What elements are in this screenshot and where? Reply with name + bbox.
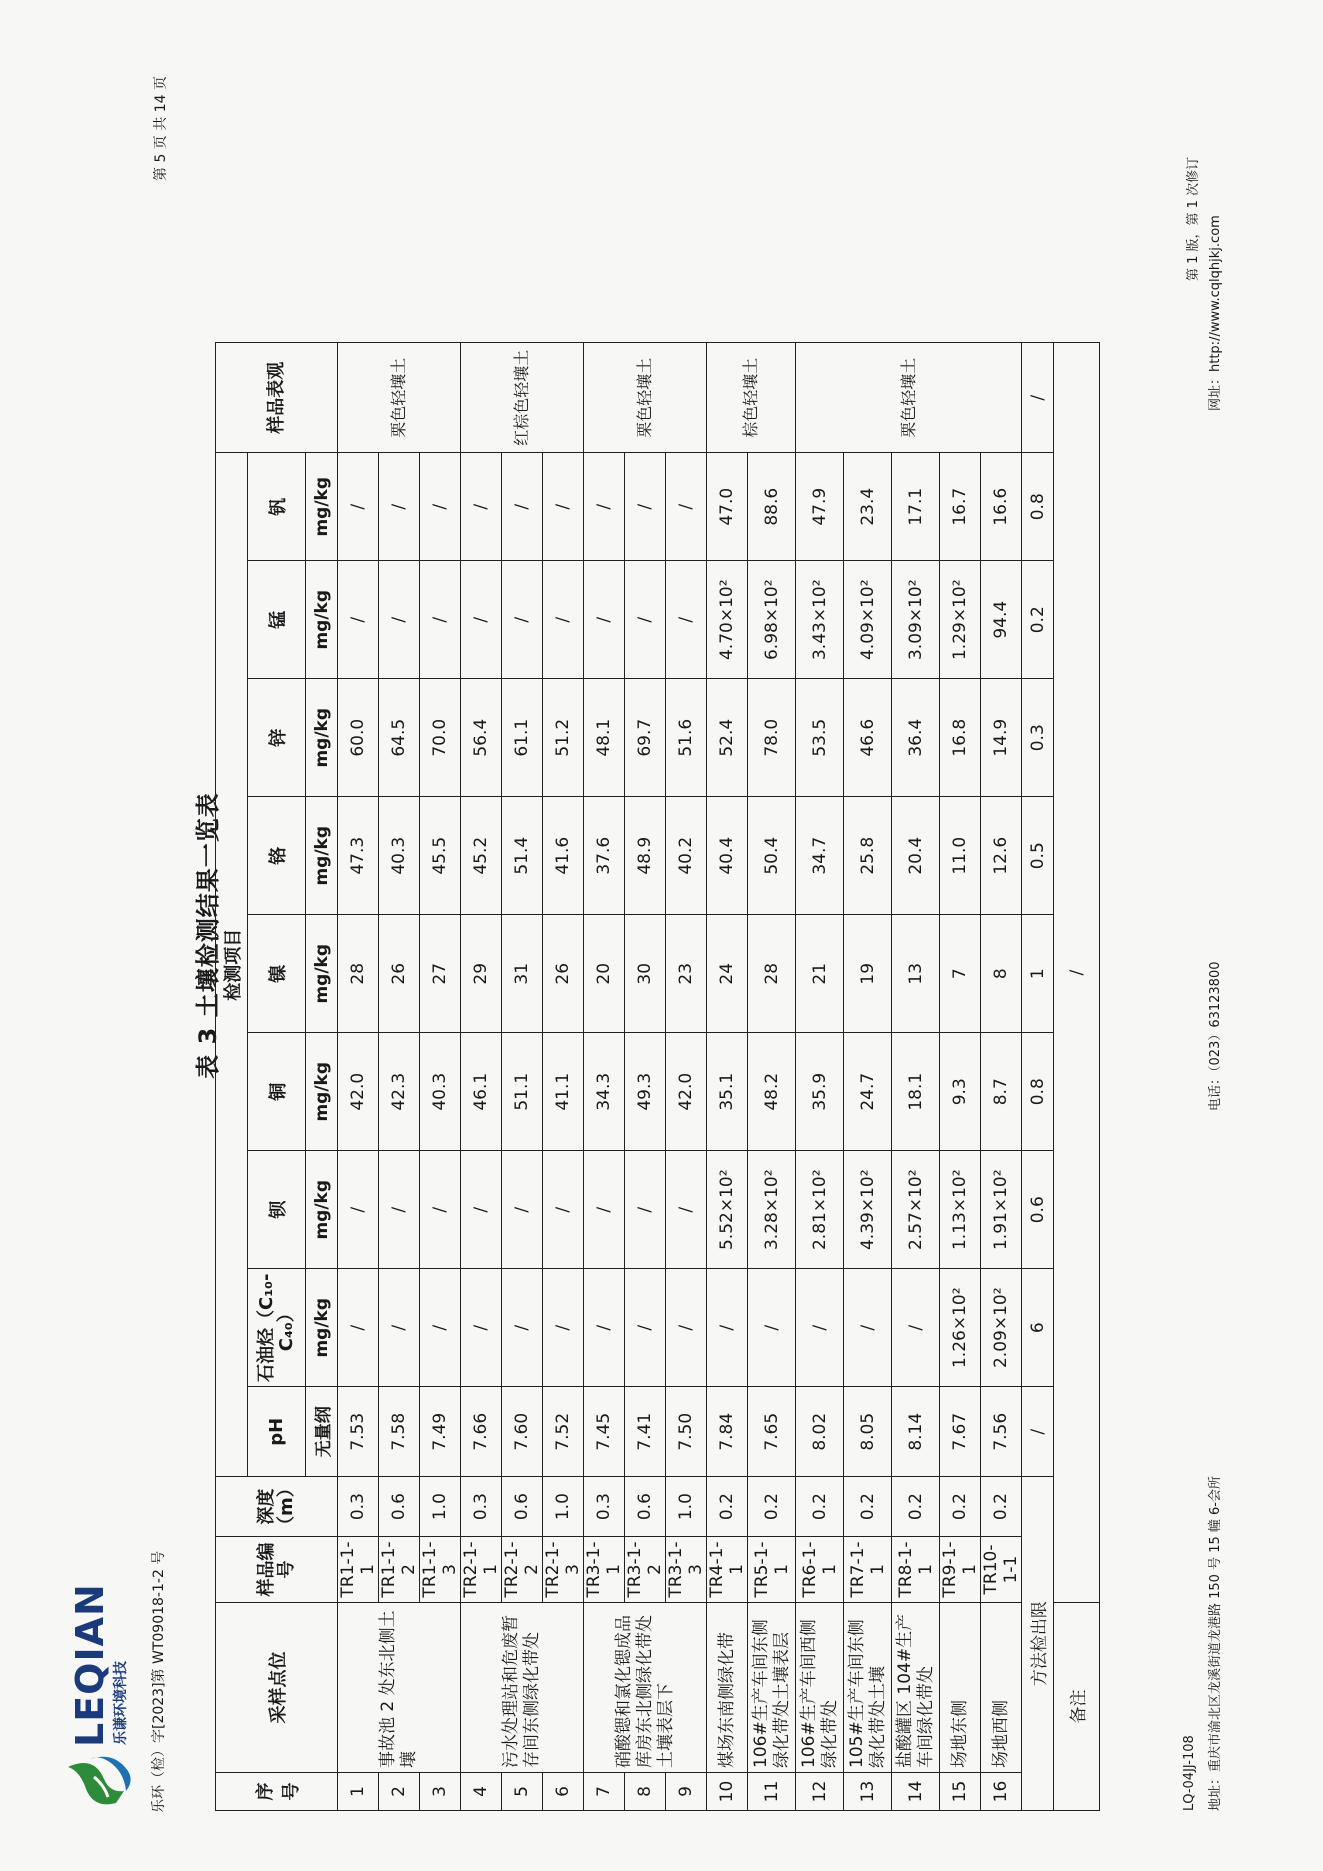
value-cr: 41.6 — [543, 797, 584, 915]
limit-appearance: / — [1022, 343, 1054, 453]
location-cell: 硝酸锶和氯化锶成品库房东北侧绿化带处土壤表层下 — [584, 1603, 707, 1773]
value-cr: 20.4 — [892, 797, 940, 915]
value-cr: 37.6 — [584, 797, 625, 915]
value-cr: 25.8 — [844, 797, 892, 915]
value-ph: 7.45 — [584, 1387, 625, 1477]
depth-value: 0.3 — [584, 1477, 625, 1537]
value-tph: / — [379, 1269, 420, 1387]
param-ph: pH — [248, 1387, 306, 1477]
value-zn: 16.8 — [940, 679, 981, 797]
unit-ph: 无量纲 — [306, 1387, 338, 1477]
row-seq: 1 — [338, 1773, 379, 1811]
value-ph: 7.53 — [338, 1387, 379, 1477]
location-cell: 106#生产车间西侧绿化带处 — [796, 1603, 844, 1773]
location-cell: 事故池 2 处东北侧土壤 — [338, 1603, 461, 1773]
value-cu: 8.7 — [981, 1033, 1022, 1151]
value-v: 47.0 — [707, 453, 748, 561]
row-seq: 10 — [707, 1773, 748, 1811]
unit-cr: mg/kg — [306, 797, 338, 915]
footer-website: 网址：http://www.cqlqhjkj.com — [1208, 215, 1223, 411]
sample-no: TR8-1-1 — [892, 1537, 940, 1603]
table-row — [796, 343, 844, 1811]
row-seq: 6 — [543, 1773, 584, 1811]
value-v: / — [543, 453, 584, 561]
value-cu: 24.7 — [844, 1033, 892, 1151]
value-tph: / — [707, 1269, 748, 1387]
value-tph: / — [584, 1269, 625, 1387]
value-ph: 7.66 — [461, 1387, 502, 1477]
depth-value: 0.2 — [707, 1477, 748, 1537]
location-cell: 场地西侧 — [981, 1603, 1022, 1773]
value-cu: 35.1 — [707, 1033, 748, 1151]
sample-no: TR1-1-2 — [379, 1537, 420, 1603]
value-ni: 8 — [981, 915, 1022, 1033]
row-seq: 5 — [502, 1773, 543, 1811]
sample-no: TR9-1-1 — [940, 1537, 981, 1603]
table-row — [981, 343, 1022, 1811]
limit-ba: 0.6 — [1022, 1151, 1054, 1269]
depth-value: 1.0 — [666, 1477, 707, 1537]
limit-v: 0.8 — [1022, 453, 1054, 561]
value-zn: 14.9 — [981, 679, 1022, 797]
value-mn: / — [338, 561, 379, 679]
row-seq: 8 — [625, 1773, 666, 1811]
sample-no: TR5-1-1 — [748, 1537, 796, 1603]
location-cell: 106#生产车间东侧绿化带处土壤表层 — [748, 1603, 796, 1773]
depth-value: 0.2 — [844, 1477, 892, 1537]
value-zn: 61.1 — [502, 679, 543, 797]
value-ph: 8.05 — [844, 1387, 892, 1477]
detection-limit-label: 方法检出限 — [1022, 1477, 1054, 1811]
footer-tel: 电话：（023）63123800 — [1208, 961, 1223, 1111]
remarks-label: 备注 — [1054, 1603, 1100, 1811]
sample-no: TR1-1-3 — [420, 1537, 461, 1603]
value-v: 17.1 — [892, 453, 940, 561]
table-row — [502, 343, 543, 1811]
detection-limit-row — [1022, 343, 1054, 1811]
value-tph: / — [625, 1269, 666, 1387]
value-ba: / — [625, 1151, 666, 1269]
appearance-cell: 棕色轻壤土 — [707, 343, 796, 453]
location-cell: 105#生产车间东侧绿化带处土壤 — [844, 1603, 892, 1773]
row-seq: 4 — [461, 1773, 502, 1811]
depth-value: 0.6 — [502, 1477, 543, 1537]
value-cu: 48.2 — [748, 1033, 796, 1151]
value-ni: 19 — [844, 915, 892, 1033]
value-cu: 18.1 — [892, 1033, 940, 1151]
value-v: / — [584, 453, 625, 561]
unit-ni: mg/kg — [306, 915, 338, 1033]
table-title: 表 3 土壤检测结果一览表 — [194, 792, 222, 1079]
value-ba: / — [666, 1151, 707, 1269]
table-row — [461, 343, 502, 1811]
table-row — [892, 343, 940, 1811]
param-mn: 锰 — [248, 561, 306, 679]
unit-cu: mg/kg — [306, 1033, 338, 1151]
table-row — [625, 343, 666, 1811]
value-cu: 42.0 — [666, 1033, 707, 1151]
footer-version: 第 1 版，第 1 次修订 — [1186, 156, 1201, 281]
value-ph: 7.41 — [625, 1387, 666, 1477]
table-row — [338, 343, 379, 1811]
value-zn: 48.1 — [584, 679, 625, 797]
value-ba: / — [584, 1151, 625, 1269]
logo-brand-cn: 乐谦环境科技 — [113, 1661, 129, 1745]
value-ph: 7.84 — [707, 1387, 748, 1477]
table-row — [543, 343, 584, 1811]
table-row — [420, 343, 461, 1811]
depth-value: 0.2 — [981, 1477, 1022, 1537]
param-ni: 镍 — [248, 915, 306, 1033]
depth-value: 0.2 — [748, 1477, 796, 1537]
value-mn: / — [502, 561, 543, 679]
depth-value: 0.3 — [461, 1477, 502, 1537]
value-zn: 64.5 — [379, 679, 420, 797]
value-ba: / — [420, 1151, 461, 1269]
location-cell: 盐酸罐区 104#生产车间绿化带处 — [892, 1603, 940, 1773]
value-tph: / — [666, 1269, 707, 1387]
value-tph: / — [543, 1269, 584, 1387]
value-mn: 3.43×10² — [796, 561, 844, 679]
value-ph: 7.65 — [748, 1387, 796, 1477]
value-cr: 11.0 — [940, 797, 981, 915]
value-ni: 28 — [338, 915, 379, 1033]
value-zn: 78.0 — [748, 679, 796, 797]
value-tph: 1.26×10² — [940, 1269, 981, 1387]
value-cu: 34.3 — [584, 1033, 625, 1151]
value-cr: 40.3 — [379, 797, 420, 915]
appearance-cell: 栗色轻壤土 — [584, 343, 707, 453]
value-v: 16.7 — [940, 453, 981, 561]
row-seq: 2 — [379, 1773, 420, 1811]
value-v: / — [379, 453, 420, 561]
value-ph: 7.56 — [981, 1387, 1022, 1477]
value-cr: 40.2 — [666, 797, 707, 915]
limit-cu: 0.8 — [1022, 1033, 1054, 1151]
value-cr: 50.4 — [748, 797, 796, 915]
remarks-row — [1054, 343, 1100, 1811]
value-zn: 53.5 — [796, 679, 844, 797]
table-row — [940, 343, 981, 1811]
limit-mn: 0.2 — [1022, 561, 1054, 679]
logo-brand-text: LEQIAN — [68, 1583, 112, 1747]
footer-address: 地址：重庆市渝北区龙溪街道龙港路 150 号 15 幢 6-会所 — [1208, 1476, 1223, 1811]
sample-no: TR2-1-3 — [543, 1537, 584, 1603]
sample-no: TR4-1-1 — [707, 1537, 748, 1603]
sample-no: TR6-1-1 — [796, 1537, 844, 1603]
value-cu: 49.3 — [625, 1033, 666, 1151]
unit-mn: mg/kg — [306, 561, 338, 679]
value-ni: 7 — [940, 915, 981, 1033]
value-ba: 5.52×10² — [707, 1151, 748, 1269]
value-ba: 4.39×10² — [844, 1151, 892, 1269]
value-ni: 13 — [892, 915, 940, 1033]
value-ni: 24 — [707, 915, 748, 1033]
header-seq: 序号 — [216, 1773, 338, 1811]
appearance-cell: 红棕色轻壤土 — [461, 343, 584, 453]
value-cu: 51.1 — [502, 1033, 543, 1151]
header-depth: 深度（m） — [216, 1477, 338, 1537]
sample-no: TR1-1-1 — [338, 1537, 379, 1603]
value-ni: 28 — [748, 915, 796, 1033]
value-zn: 70.0 — [420, 679, 461, 797]
value-v: 23.4 — [844, 453, 892, 561]
value-ni: 31 — [502, 915, 543, 1033]
row-seq: 7 — [584, 1773, 625, 1811]
value-tph: / — [461, 1269, 502, 1387]
value-mn: 94.4 — [981, 561, 1022, 679]
sample-no: TR3-1-2 — [625, 1537, 666, 1603]
value-tph: / — [502, 1269, 543, 1387]
sample-no: TR3-1-1 — [584, 1537, 625, 1603]
report-number: 乐环（检）字[2023]第 WT09018-1-2 号 — [151, 1550, 167, 1813]
limit-ni: 1 — [1022, 915, 1054, 1033]
value-cr: 34.7 — [796, 797, 844, 915]
value-ph: 7.50 — [666, 1387, 707, 1477]
page-info: 第 5 页 共 14 页 — [153, 76, 169, 181]
location-cell: 污水处理站和危废暂存间东侧绿化带处 — [461, 1603, 584, 1773]
value-ph: 7.52 — [543, 1387, 584, 1477]
value-tph: / — [338, 1269, 379, 1387]
depth-value: 0.2 — [940, 1477, 981, 1537]
value-ni: 26 — [543, 915, 584, 1033]
depth-value: 0.6 — [379, 1477, 420, 1537]
value-ph: 7.49 — [420, 1387, 461, 1477]
value-ba: 2.57×10² — [892, 1151, 940, 1269]
sample-no: TR7-1-1 — [844, 1537, 892, 1603]
value-v: 47.9 — [796, 453, 844, 561]
value-v: / — [461, 453, 502, 561]
value-ni: 30 — [625, 915, 666, 1033]
unit-zn: mg/kg — [306, 679, 338, 797]
logo-mark-icon — [64, 1751, 134, 1811]
param-cr: 铬 — [248, 797, 306, 915]
appearance-cell: 栗色轻壤土 — [796, 343, 1022, 453]
value-ni: 29 — [461, 915, 502, 1033]
value-ni: 21 — [796, 915, 844, 1033]
value-ba: 1.91×10² — [981, 1151, 1022, 1269]
header-appearance: 样品表观 — [216, 343, 338, 453]
value-ni: 23 — [666, 915, 707, 1033]
value-v: / — [625, 453, 666, 561]
value-cr: 45.5 — [420, 797, 461, 915]
value-tph: / — [420, 1269, 461, 1387]
value-v: / — [338, 453, 379, 561]
value-v: 88.6 — [748, 453, 796, 561]
depth-value: 0.2 — [796, 1477, 844, 1537]
unit-tph: mg/kg — [306, 1269, 338, 1387]
value-ph: 8.14 — [892, 1387, 940, 1477]
value-v: / — [666, 453, 707, 561]
value-ba: / — [461, 1151, 502, 1269]
value-cu: 42.3 — [379, 1033, 420, 1151]
table-row — [666, 343, 707, 1811]
value-tph: / — [796, 1269, 844, 1387]
param-zn: 锌 — [248, 679, 306, 797]
value-mn: 4.09×10² — [844, 561, 892, 679]
value-ba: / — [379, 1151, 420, 1269]
unit-ba: mg/kg — [306, 1151, 338, 1269]
value-cr: 40.4 — [707, 797, 748, 915]
remarks-value: / — [1054, 343, 1100, 1603]
location-cell: 煤场东南侧绿化带 — [707, 1603, 748, 1773]
value-mn: / — [461, 561, 502, 679]
value-mn: / — [625, 561, 666, 679]
table-row — [584, 343, 625, 1811]
value-zn: 60.0 — [338, 679, 379, 797]
value-zn: 51.2 — [543, 679, 584, 797]
depth-value: 1.0 — [543, 1477, 584, 1537]
value-cu: 9.3 — [940, 1033, 981, 1151]
value-ba: 2.81×10² — [796, 1151, 844, 1269]
depth-value: 0.2 — [892, 1477, 940, 1537]
value-ni: 26 — [379, 915, 420, 1033]
limit-ph: / — [1022, 1387, 1054, 1477]
value-mn: / — [666, 561, 707, 679]
row-seq: 13 — [844, 1773, 892, 1811]
value-cr: 51.4 — [502, 797, 543, 915]
value-mn: / — [543, 561, 584, 679]
limit-tph: 6 — [1022, 1269, 1054, 1387]
company-logo — [62, 1531, 142, 1811]
value-cr: 12.6 — [981, 797, 1022, 915]
value-mn: 6.98×10² — [748, 561, 796, 679]
value-cu: 40.3 — [420, 1033, 461, 1151]
row-seq: 14 — [892, 1773, 940, 1811]
header-location: 采样点位 — [216, 1603, 338, 1773]
footer-form-code: LQ-04JJ-108 — [1182, 1735, 1197, 1811]
location-cell: 场地东侧 — [940, 1603, 981, 1773]
value-cr: 45.2 — [461, 797, 502, 915]
value-cu: 46.1 — [461, 1033, 502, 1151]
limit-zn: 0.3 — [1022, 679, 1054, 797]
value-cr: 47.3 — [338, 797, 379, 915]
value-ni: 20 — [584, 915, 625, 1033]
param-v: 钒 — [248, 453, 306, 561]
value-mn: 3.09×10² — [892, 561, 940, 679]
header-items: 检测项目 — [216, 453, 248, 1477]
value-zn: 51.6 — [666, 679, 707, 797]
value-cu: 41.1 — [543, 1033, 584, 1151]
value-ba: / — [502, 1151, 543, 1269]
value-zn: 46.6 — [844, 679, 892, 797]
value-cu: 35.9 — [796, 1033, 844, 1151]
depth-value: 1.0 — [420, 1477, 461, 1537]
value-mn: / — [379, 561, 420, 679]
table-row — [707, 343, 748, 1811]
table-body — [338, 343, 1100, 1811]
value-ba: 1.13×10² — [940, 1151, 981, 1269]
value-ba: 3.28×10² — [748, 1151, 796, 1269]
param-tph: 石油烃（C₁₀-C₄₀） — [248, 1269, 306, 1387]
value-mn: 1.29×10² — [940, 561, 981, 679]
value-mn: / — [584, 561, 625, 679]
table-row — [379, 343, 420, 1811]
value-tph: / — [892, 1269, 940, 1387]
header-sample-no: 样品编号 — [216, 1537, 338, 1603]
table-row — [748, 343, 796, 1811]
sample-no: TR2-1-2 — [502, 1537, 543, 1603]
row-seq: 9 — [666, 1773, 707, 1811]
unit-v: mg/kg — [306, 453, 338, 561]
sample-no: TR3-1-3 — [666, 1537, 707, 1603]
value-mn: 4.70×10² — [707, 561, 748, 679]
value-zn: 69.7 — [625, 679, 666, 797]
row-seq: 15 — [940, 1773, 981, 1811]
value-ph: 8.02 — [796, 1387, 844, 1477]
value-mn: / — [420, 561, 461, 679]
row-seq: 12 — [796, 1773, 844, 1811]
value-ph: 7.58 — [379, 1387, 420, 1477]
value-cu: 42.0 — [338, 1033, 379, 1151]
depth-value: 0.6 — [625, 1477, 666, 1537]
limit-cr: 0.5 — [1022, 797, 1054, 915]
value-zn: 36.4 — [892, 679, 940, 797]
value-tph: / — [844, 1269, 892, 1387]
param-cu: 铜 — [248, 1033, 306, 1151]
value-ni: 27 — [420, 915, 461, 1033]
row-seq: 11 — [748, 1773, 796, 1811]
row-seq: 16 — [981, 1773, 1022, 1811]
value-cr: 48.9 — [625, 797, 666, 915]
sample-no: TR10-1-1 — [981, 1537, 1022, 1603]
depth-value: 0.3 — [338, 1477, 379, 1537]
appearance-cell: 栗色轻壤土 — [338, 343, 461, 453]
value-ba: / — [338, 1151, 379, 1269]
value-tph: 2.09×10² — [981, 1269, 1022, 1387]
value-ph: 7.67 — [940, 1387, 981, 1477]
param-ba: 钡 — [248, 1151, 306, 1269]
row-seq: 3 — [420, 1773, 461, 1811]
soil-results-table — [215, 342, 1100, 1811]
value-ph: 7.60 — [502, 1387, 543, 1477]
value-tph: / — [748, 1269, 796, 1387]
value-v: 16.6 — [981, 453, 1022, 561]
value-zn: 52.4 — [707, 679, 748, 797]
value-v: / — [420, 453, 461, 561]
value-zn: 56.4 — [461, 679, 502, 797]
table-row — [844, 343, 892, 1811]
sample-no: TR2-1-1 — [461, 1537, 502, 1603]
value-ba: / — [543, 1151, 584, 1269]
value-v: / — [502, 453, 543, 561]
